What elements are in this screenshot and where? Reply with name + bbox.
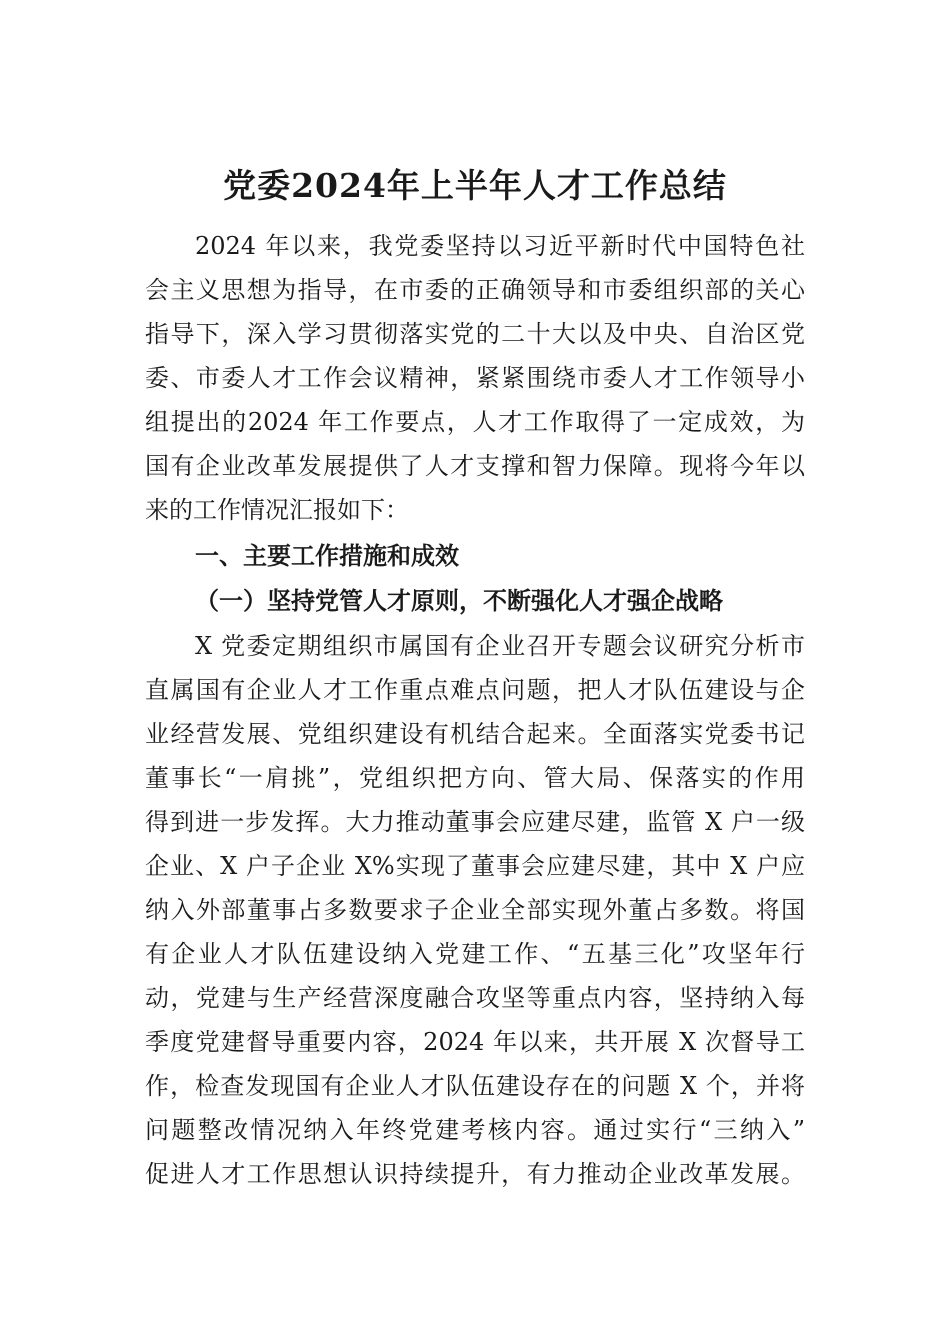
body-line: 有企业人才队伍建设纳入党建工作、“五基三化”攻坚年行 bbox=[145, 940, 805, 968]
document-title: 党委2024年上半年人才工作总结 bbox=[223, 166, 727, 205]
body-line: X 党委定期组织市属国有企业召开专题会议研究分析市 bbox=[195, 632, 805, 660]
intro-line: 组提出的2024 年工作要点，人才工作取得了一定成效，为 bbox=[145, 408, 805, 436]
body-line: 业经营发展、党组织建设有机结合起来。全面落实党委书记 bbox=[145, 720, 805, 748]
body-line: 季度党建督导重要内容，2024 年以来，共开展 X 次督导工 bbox=[145, 1028, 805, 1056]
body-line: 促进人才工作思想认识持续提升，有力推动企业改革发展。 bbox=[145, 1160, 805, 1188]
body-line: 作，检查发现国有企业人才队伍建设存在的问题 X 个，并将 bbox=[145, 1072, 805, 1100]
intro-line: 指导下，深入学习贯彻落实党的二十大以及中央、自治区党 bbox=[145, 320, 805, 348]
subsection-heading: （一）坚持党管人才原则，不断强化人才强企战略 bbox=[195, 586, 723, 615]
intro-line: 2024 年以来，我党委坚持以习近平新时代中国特色社 bbox=[195, 232, 805, 260]
body-line: 董事长“一肩挑”，党组织把方向、管大局、保落实的作用 bbox=[145, 764, 805, 792]
body-line: 得到进一步发挥。大力推动董事会应建尽建，监管 X 户一级 bbox=[145, 808, 805, 836]
body-line: 问题整改情况纳入年终党建考核内容。通过实行“三纳入” bbox=[145, 1116, 805, 1144]
intro-line: 委、市委人才工作会议精神，紧紧围绕市委人才工作领导小 bbox=[145, 364, 805, 392]
body-line: 企业、X 户子企业 X%实现了董事会应建尽建，其中 X 户应 bbox=[145, 852, 805, 880]
body-line: 动，党建与生产经营深度融合攻坚等重点内容，坚持纳入每 bbox=[145, 984, 805, 1012]
intro-line: 会主义思想为指导，在市委的正确领导和市委组织部的关心 bbox=[145, 276, 805, 304]
body-line: 直属国有企业人才工作重点难点问题，把人才队伍建设与企 bbox=[145, 676, 805, 704]
intro-line: 国有企业改革发展提供了人才支撑和智力保障。现将今年以 bbox=[145, 452, 805, 480]
section-heading: 一、主要工作措施和成效 bbox=[195, 542, 459, 570]
body-line: 纳入外部董事占多数要求子企业全部实现外董占多数。将国 bbox=[145, 896, 805, 924]
intro-line: 来的工作情况汇报如下： bbox=[145, 496, 409, 524]
